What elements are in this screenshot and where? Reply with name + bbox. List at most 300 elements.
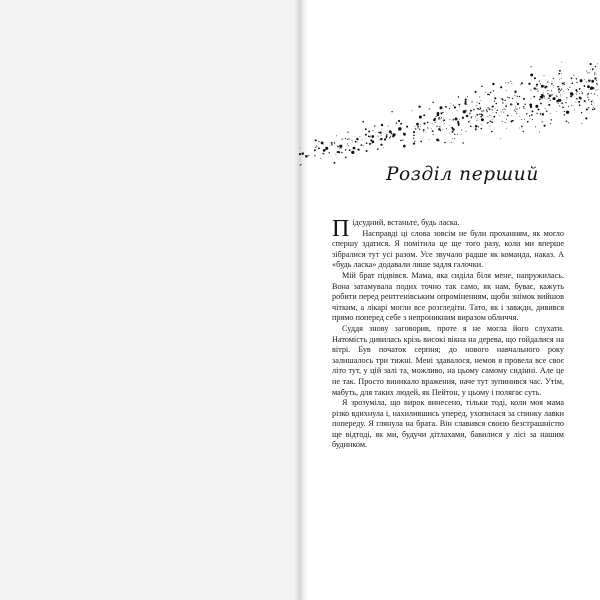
ink-dot [403, 145, 406, 148]
ink-dot [362, 146, 363, 147]
ink-dot [531, 66, 532, 67]
ink-dot [536, 86, 537, 87]
ink-dot [540, 103, 542, 105]
ink-dot [457, 134, 458, 135]
ink-dot [496, 112, 497, 113]
ink-dot [584, 100, 586, 102]
ink-dot [576, 91, 578, 93]
ink-dot [457, 121, 459, 123]
ink-dot [505, 82, 506, 83]
ink-dot [347, 143, 348, 144]
ink-dot [403, 132, 404, 133]
ink-dot [550, 123, 551, 124]
ink-dot [501, 111, 502, 112]
ink-dot [477, 102, 478, 103]
ink-dot [579, 93, 580, 94]
ink-dot [588, 72, 589, 73]
ink-dot [480, 107, 481, 108]
ink-dot [515, 108, 516, 109]
drop-cap: П [332, 216, 350, 242]
ink-dot [507, 97, 508, 98]
ink-dot [511, 83, 512, 84]
ink-dot [519, 108, 520, 109]
ink-dot [342, 139, 343, 140]
ink-dot [512, 98, 513, 99]
ink-dot [406, 126, 408, 128]
ink-dot [552, 81, 553, 82]
ink-dot [519, 116, 520, 117]
ink-dot [400, 123, 402, 125]
ink-dot [571, 105, 572, 106]
ink-dot [363, 145, 364, 146]
ink-dot [417, 126, 419, 128]
ink-dot [523, 131, 524, 132]
ink-dot [530, 90, 531, 91]
ink-dot [493, 90, 494, 91]
ink-dot [506, 128, 507, 129]
ink-dot [352, 142, 353, 143]
ink-dot [413, 131, 415, 133]
ink-dot [339, 148, 340, 149]
ink-dot [540, 113, 542, 115]
ink-dot [589, 72, 590, 73]
ink-dot [570, 95, 571, 96]
ink-dot [464, 102, 466, 104]
ink-dot [372, 130, 373, 131]
ink-dot [470, 110, 472, 112]
ink-dot [348, 145, 349, 146]
ink-dot [544, 85, 545, 86]
ink-dot [542, 122, 543, 123]
ink-dot [471, 117, 472, 118]
ink-dot [466, 131, 467, 132]
ink-dot [465, 110, 466, 111]
ink-dot [398, 120, 400, 122]
ink-dot [581, 112, 582, 113]
ink-dot [492, 106, 494, 108]
ink-dot [530, 118, 531, 119]
ink-dot [432, 123, 433, 124]
ink-dot [356, 138, 358, 140]
ink-dot [372, 140, 375, 143]
ink-dot [591, 80, 594, 83]
ink-dot [558, 90, 559, 91]
ink-dot [546, 111, 548, 113]
ink-dot [386, 134, 387, 135]
ink-dot [413, 142, 415, 144]
ink-dot [539, 99, 541, 101]
ink-dot [566, 120, 568, 122]
ink-dot [564, 114, 566, 116]
ink-dot [581, 123, 582, 124]
ink-dot [396, 122, 398, 124]
ink-dot [568, 107, 569, 108]
ink-dot [477, 118, 478, 119]
ink-dot [392, 135, 394, 137]
ink-dot [517, 103, 519, 105]
ink-dot [479, 113, 480, 114]
ink-dot [505, 105, 507, 107]
ink-dot [453, 119, 454, 120]
ink-dot [315, 147, 316, 148]
ink-dot [532, 110, 534, 112]
paragraph-2: Насправді ці слова зовсім не були проханням, як могло спершу здатися. Я помітила це ще того разу, коли ми вперше зібралися тут усі разом. Усе звучало радше як команда, наказ. А «будь ласка» додавали лише задля галочки. [332, 228, 564, 270]
ink-dot [336, 135, 337, 136]
ink-dot [300, 147, 301, 148]
ink-dot [552, 98, 553, 99]
ink-dot [502, 102, 503, 103]
ink-dot [547, 93, 548, 94]
ink-dot [570, 78, 571, 79]
ink-dot [566, 97, 567, 98]
ink-dot [332, 145, 333, 146]
ink-dot [592, 109, 594, 111]
ink-dot [595, 66, 596, 67]
ink-dot [494, 101, 495, 102]
ink-dot [558, 88, 560, 90]
ink-dot [579, 97, 581, 99]
ink-dot [568, 106, 569, 107]
ink-dot [463, 110, 466, 113]
ink-dot [438, 118, 439, 119]
ink-dot [527, 121, 529, 123]
ink-dot [446, 128, 447, 129]
ink-dot [551, 94, 552, 95]
ink-dot [549, 98, 550, 99]
ink-dot [358, 142, 359, 143]
ink-dot [420, 141, 422, 143]
ink-dot [446, 107, 447, 108]
ink-dot [487, 107, 488, 108]
ink-dot [517, 109, 518, 110]
ink-dot [378, 132, 379, 133]
ink-dot [574, 109, 575, 110]
ink-dot [568, 122, 569, 123]
ink-dot [491, 121, 493, 123]
ink-dot [492, 119, 493, 120]
ink-dot [362, 140, 363, 141]
ink-dot [357, 149, 359, 151]
ink-dot [437, 139, 439, 141]
ink-dot [470, 120, 471, 121]
ink-dot [345, 157, 347, 159]
paragraph-4: Суддя знову заговорив, проте я не могла його слухати. Натомість дивилась крізь високі вікна на дерева, що гойдалися на вітрі. Був початок серпня; до нового навчального року залишалось три тижні. Мені здавалося, немов я провела все своє літо тут, у цій залі та, можливо, на цьому самому сидінні. Але це не так. Просто виникало враження, наче тут зупинився час. Утім, мабуть, для таких людей, як Пейтон, у цьому і полягає суть. [332, 323, 564, 397]
ink-dot [337, 146, 339, 148]
ink-dot [530, 106, 532, 108]
ink-dot [458, 96, 459, 97]
ink-dot [521, 119, 522, 120]
ink-dot [541, 121, 542, 122]
ink-dot [432, 102, 433, 103]
ink-dot [514, 91, 516, 93]
ink-dot [451, 132, 452, 133]
ink-dot [481, 114, 483, 116]
ink-dot [532, 119, 533, 120]
ink-dot [586, 108, 588, 110]
ink-dot [543, 95, 545, 97]
ink-dot [444, 142, 445, 143]
ink-dot [597, 95, 598, 96]
ink-dot [361, 144, 363, 146]
ink-dot [475, 91, 477, 93]
ink-dot [548, 98, 549, 99]
ink-dot [504, 109, 505, 110]
ink-dot [412, 110, 413, 111]
ink-dot [490, 120, 492, 122]
ink-dot [502, 99, 504, 101]
ink-dot [520, 84, 521, 85]
ink-dot [592, 100, 593, 101]
ink-dot [550, 113, 551, 114]
ink-dot [457, 110, 458, 111]
ink-dot [436, 116, 437, 117]
ink-dot [579, 104, 581, 106]
ink-dot [341, 148, 342, 149]
ink-dot [564, 84, 565, 85]
ink-dot [500, 138, 501, 139]
ink-dot [321, 142, 324, 145]
ink-dot [494, 97, 496, 99]
ink-dot [569, 87, 570, 88]
ink-dot [591, 93, 592, 94]
ink-dot [540, 83, 541, 84]
ink-dot [560, 96, 561, 97]
ink-dot [492, 109, 493, 110]
ink-dot [390, 137, 391, 138]
ink-dot [594, 108, 596, 110]
ink-dot [558, 103, 559, 104]
ink-dot [402, 139, 403, 140]
ink-dot [461, 130, 462, 131]
ink-dot [318, 147, 320, 149]
ink-dot [423, 114, 425, 116]
ink-dot [316, 146, 317, 147]
ink-dot [476, 130, 477, 131]
ink-dot [308, 155, 309, 156]
ink-dot [500, 86, 502, 88]
ink-dot [401, 127, 402, 128]
ink-dot [467, 96, 468, 97]
ink-dot [440, 106, 443, 109]
ink-dot [588, 79, 590, 81]
ink-dot [366, 138, 367, 139]
ink-dot [314, 149, 316, 151]
ink-dot [454, 106, 456, 108]
ink-dot [587, 72, 588, 73]
ink-dot [561, 89, 562, 90]
ink-dot [587, 93, 589, 95]
ink-dot [519, 96, 520, 97]
ink-dot [568, 89, 569, 90]
ink-dot [594, 74, 595, 75]
ink-dot [442, 112, 443, 113]
ink-dot [576, 94, 577, 95]
ink-dot [335, 154, 336, 155]
ink-dot [556, 100, 559, 103]
ink-dot [492, 83, 494, 85]
ink-dot [535, 105, 538, 108]
ink-dot [584, 85, 586, 87]
ink-dot [593, 88, 594, 89]
ink-dot [423, 122, 425, 124]
ink-dot [348, 138, 349, 139]
ink-dot [329, 152, 330, 153]
ink-dot [451, 127, 453, 129]
ink-dot [554, 99, 555, 100]
ink-dot [481, 110, 482, 111]
ink-dot [524, 119, 525, 120]
ink-dot [403, 133, 406, 136]
ink-dot [506, 119, 507, 120]
ink-dot [490, 92, 492, 94]
paragraph-3: Мій брат підвівся. Мама, яка сиділа біля мене, напружилась. Вона затамувала подих точно так само, як нам, буває, кажуть робити перед рентгенівським опроміненням, щоби знімок вийшов чітким, а лікарі могли все розгледіти. Тато, як і завжди, дивився прямо поперед себе з непроникним виразом обличчя. [332, 270, 564, 323]
ink-dot [374, 125, 375, 126]
chapter-body [332, 218, 564, 451]
ink-dot [345, 149, 347, 151]
ink-dot [585, 117, 587, 119]
ink-dot [391, 111, 392, 112]
ink-splatter-decoration [290, 60, 600, 180]
ink-dot [347, 131, 348, 132]
ink-dot [585, 103, 586, 104]
ink-dot [487, 111, 488, 112]
ink-dot [386, 137, 387, 138]
ink-dot [523, 108, 524, 109]
ink-dot [560, 94, 561, 95]
ink-dot [300, 165, 301, 166]
ink-dot [473, 109, 474, 110]
ink-dot [576, 82, 577, 83]
ink-dot [440, 112, 442, 114]
ink-dot [457, 122, 459, 124]
ink-dot [587, 97, 588, 98]
ink-dot [594, 93, 595, 94]
ink-dot [368, 136, 370, 138]
ink-dot [431, 128, 432, 129]
ink-dot [379, 131, 381, 133]
ink-dot [359, 136, 360, 137]
ink-dot [439, 126, 440, 127]
ink-dot [536, 84, 538, 86]
ink-dot [465, 99, 467, 101]
ink-dot [475, 105, 476, 106]
ink-dot [449, 119, 450, 120]
ink-dot [531, 114, 533, 116]
ink-dot [562, 106, 564, 108]
ink-dot [538, 90, 539, 91]
ink-dot [575, 89, 577, 91]
ink-dot [381, 124, 383, 126]
ink-dot [507, 115, 509, 117]
ink-dot [586, 82, 587, 83]
ink-dot [505, 100, 506, 101]
ink-dot [587, 95, 588, 96]
ink-dot [534, 77, 536, 79]
ink-dot [413, 134, 415, 136]
ink-dot [462, 117, 464, 119]
ink-dot [381, 135, 382, 136]
ink-dot [525, 104, 526, 105]
ink-dot [453, 119, 454, 120]
ink-dot [561, 78, 562, 79]
ink-dot [515, 111, 516, 112]
ink-dot [345, 138, 346, 139]
ink-dot [368, 131, 370, 133]
ink-dot [571, 82, 573, 84]
ink-dot [466, 110, 467, 111]
ink-dot [320, 158, 321, 159]
ink-dot [510, 103, 512, 105]
ink-dot [558, 91, 559, 92]
ink-dot [475, 117, 476, 118]
ink-dot [526, 113, 527, 114]
ink-dot [535, 126, 536, 127]
ink-dot [514, 110, 515, 111]
ink-dot [521, 82, 523, 84]
ink-dot [466, 115, 468, 117]
ink-dot [480, 100, 481, 101]
ink-dot [419, 129, 420, 130]
ink-dot [481, 86, 483, 88]
ink-dot [314, 155, 315, 156]
ink-dot [543, 93, 544, 94]
ink-dot [323, 144, 324, 145]
ink-dot [329, 145, 330, 146]
ink-dot [325, 147, 328, 150]
ink-dot [454, 134, 455, 135]
ink-dot [331, 142, 333, 144]
ink-dot [414, 141, 415, 142]
ink-dot [351, 151, 354, 154]
ink-dot [514, 95, 515, 96]
ink-dot [558, 73, 560, 75]
ink-dot [591, 104, 592, 105]
ink-dot [479, 109, 480, 110]
ink-dot [449, 132, 450, 133]
ink-dot [567, 88, 568, 89]
ink-dot [573, 105, 574, 106]
ink-dot [499, 115, 500, 116]
ink-dot [579, 88, 581, 90]
ink-dot [371, 135, 374, 138]
ink-dot [544, 75, 545, 76]
ink-dot [551, 119, 552, 120]
ink-dot [475, 125, 478, 128]
ink-dot [548, 104, 550, 106]
ink-dot [558, 86, 559, 87]
ink-dot [517, 96, 518, 97]
ink-dot [433, 119, 436, 122]
ink-dot [516, 109, 517, 110]
ink-dot [578, 76, 579, 77]
ink-dot [592, 68, 594, 70]
ink-dot [591, 101, 592, 102]
ink-dot [425, 132, 426, 133]
ink-dot [390, 136, 391, 137]
ink-dot [362, 121, 364, 123]
ink-dot [341, 139, 342, 140]
ink-dot [571, 78, 573, 80]
ink-dot [432, 130, 434, 132]
ink-dot [491, 131, 492, 132]
ink-dot [449, 125, 450, 126]
ink-dot [512, 104, 513, 105]
ink-dot [378, 136, 379, 137]
ink-dot [440, 130, 441, 131]
ink-dot [353, 147, 356, 150]
ink-dot [551, 90, 552, 91]
ink-dot [465, 101, 467, 103]
